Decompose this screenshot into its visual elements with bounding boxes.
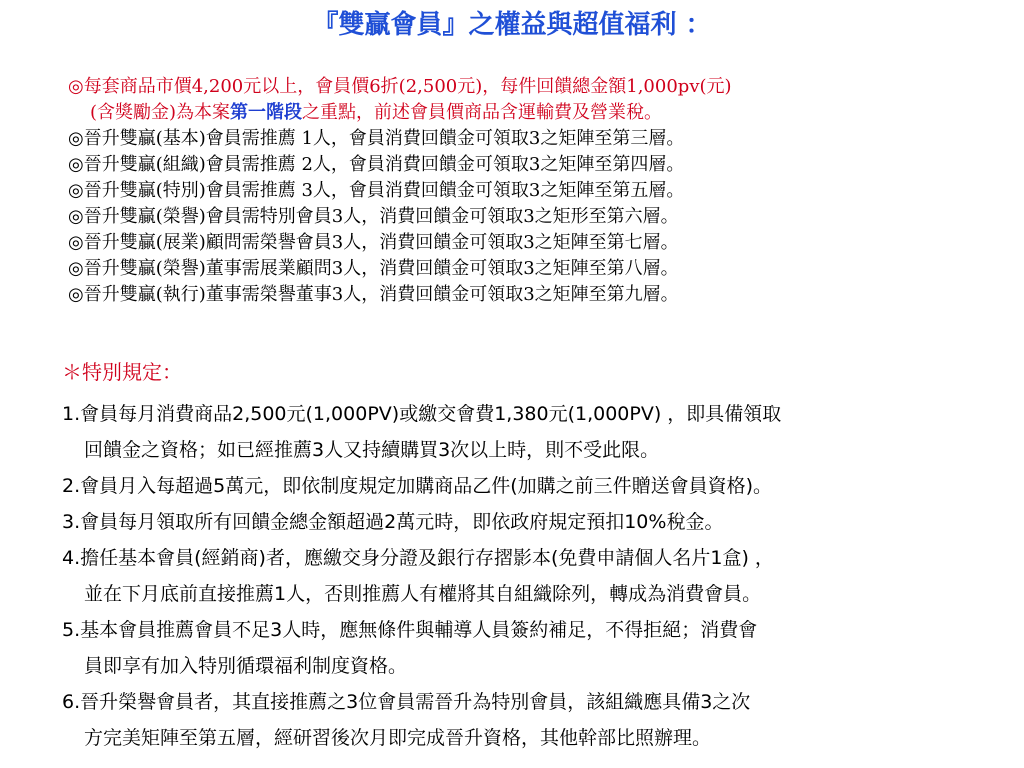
intro-line-2-post: 之重點，前述會員價商品含運輸費及營業稅。 <box>302 102 663 123</box>
rule-3-line-1: 3.會員每月領取所有回饋金總金額超過2萬元時，即依政府規定預扣10%稅金。 <box>62 511 724 533</box>
upgrade-line-basic: ◎晉升雙贏(基本)會員需推薦 1人，會員消費回饋金可領取3之矩陣至第三層。 <box>68 128 685 149</box>
rule-4-line-1: 4.擔任基本會員(經銷商)者，應繳交身分證及銀行存摺影本(免費申請個人名片1盒) ， <box>62 547 774 569</box>
rule-4-line-2: 並在下月底前直接推薦1人，否則推薦人有權將其自組織除列，轉成為消費會員。 <box>84 583 762 605</box>
intro-line-2 <box>68 100 1018 126</box>
rule-item <box>62 612 1020 684</box>
special-rules-list <box>62 396 1020 756</box>
rule-1-line-2: 回饋金之資格；如已經推薦3人又持續購買3次以上時，則不受此限。 <box>84 439 660 461</box>
stage-highlight: 第一階段 <box>230 102 303 123</box>
rule-2-line-1: 2.會員月入每超過5萬元，即依制度規定加購商品乙件(加購之前三件贈送會員資格)。 <box>62 475 773 497</box>
upgrade-line-special: ◎晉升雙贏(特別)會員需推薦 3人，會員消費回饋金可領取3之矩陣至第五層。 <box>68 180 685 201</box>
upgrade-line-executive-director: ◎晉升雙贏(執行)董事需榮譽董事3人，消費回饋金可領取3之矩陣至第九層。 <box>68 284 679 305</box>
rule-5-line-1: 5.基本會員推薦會員不足3人時，應無條件與輔導人員簽約補足，不得拒絕；消費會 <box>62 619 758 641</box>
benefits-section <box>68 74 1018 308</box>
special-rules-heading: ＊特別規定： <box>62 360 182 384</box>
intro-line-1: ◎每套商品市價4,200元以上，會員價6折(2,500元)，每件回饋總金額1,000pv(元) <box>68 76 732 97</box>
rule-5-line-2: 員即享有加入特別循環福利制度資格。 <box>84 655 408 677</box>
upgrade-line-honor-member: ◎晉升雙贏(榮譽)會員需特別會員3人，消費回饋金可領取3之矩形至第六層。 <box>68 206 679 227</box>
rule-item <box>62 468 1020 504</box>
upgrade-line-organization: ◎晉升雙贏(組織)會員需推薦 2人，會員消費回饋金可領取3之矩陣至第四層。 <box>68 154 685 175</box>
rule-item <box>62 684 1020 756</box>
rule-6-line-1: 6.晉升榮譽會員者，其直接推薦之3位會員需晉升為特別會員，該組織應具備3之次 <box>62 691 751 713</box>
page-title: 『雙贏會員』之權益與超值福利 ： <box>312 10 712 40</box>
rule-item <box>62 396 1020 468</box>
upgrade-line-honor-director: ◎晉升雙贏(榮譽)董事需展業顧問3人，消費回饋金可領取3之矩陣至第八層。 <box>68 258 679 279</box>
rule-6-line-2: 方完美矩陣至第五層，經研習後次月即完成晉升資格，其他幹部比照辦理。 <box>84 727 712 749</box>
rule-item <box>62 540 1020 612</box>
intro-line-2-pre: (含獎勵金)為本案 <box>90 102 231 123</box>
rule-1-line-1: 1.會員每月消費商品2,500元(1,000PV)或繳交會費1,380元(1,000PV) ，即具備領取 <box>62 403 782 425</box>
rule-item <box>62 504 1020 540</box>
upgrade-line-business-consultant: ◎晉升雙贏(展業)顧問需榮譽會員3人，消費回饋金可領取3之矩陣至第七層。 <box>68 232 679 253</box>
